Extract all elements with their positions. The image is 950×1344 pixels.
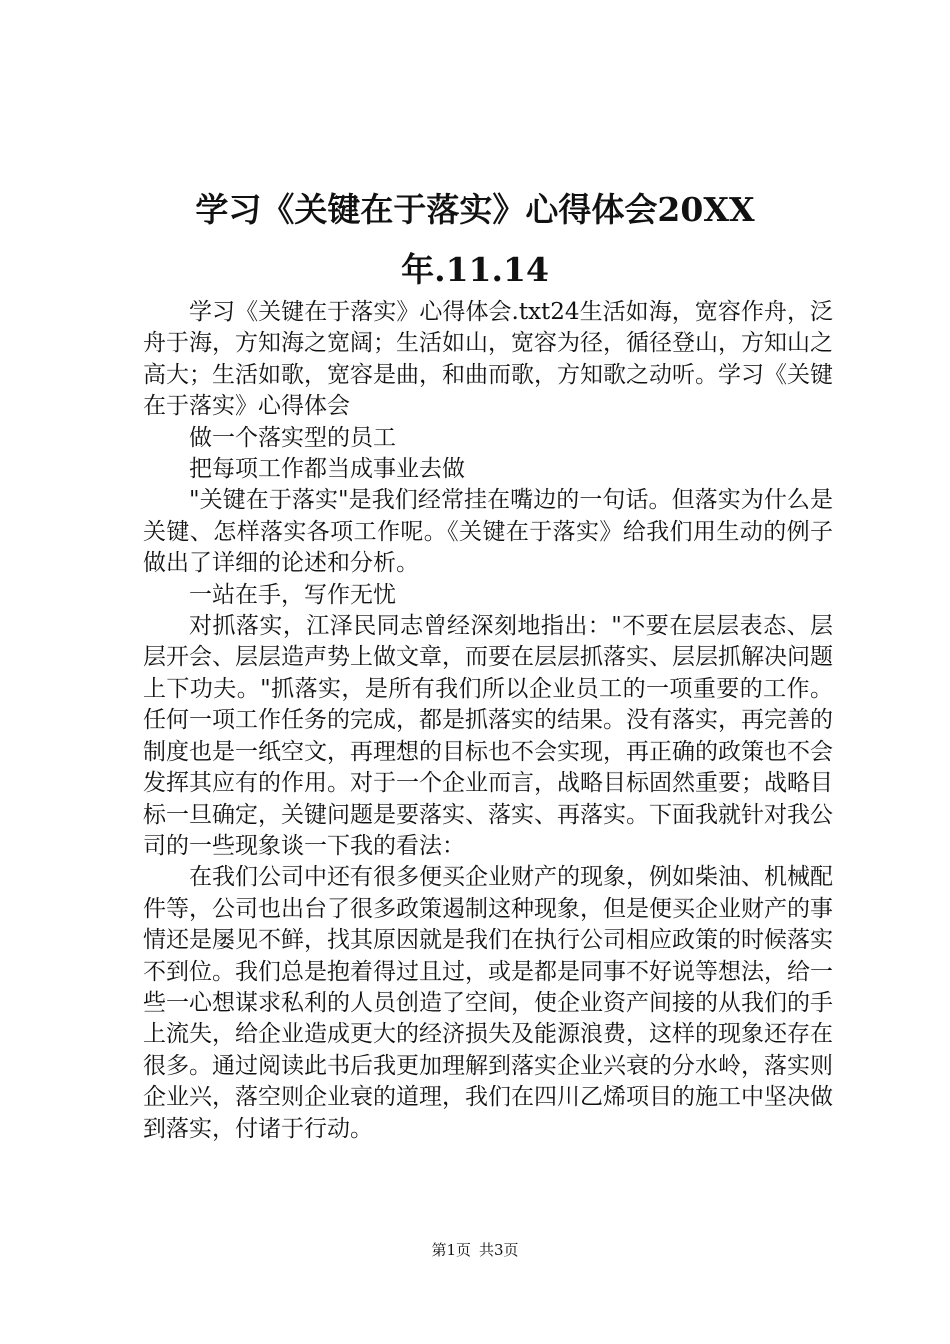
document-title-line2: 年.11.14: [401, 250, 549, 289]
document-body: [143, 297, 833, 1145]
paragraph-slogan: 一站在手，写作无忧: [189, 581, 396, 608]
paragraph-heading-employee: 做一个落实型的员工: [189, 424, 396, 451]
paragraph-heading-career: 把每项工作都当成事业去做: [189, 456, 465, 483]
paragraph-key-quote: "关键在于落实"是我们经常挂在嘴边的一句话。但落实为什么是关键、怎样落实各项工作呢。《关键在于落实》给我们用生动的例子做出了详细的论述和分析。: [143, 487, 833, 577]
paragraph-company-issue: 在我们公司中还有很多便买企业财产的现象，例如柴油、机械配件等，公司也出台了很多政策遏制这种现象，但是便买企业财产的事情还是屡见不鲜，找其原因就是我们在执行公司相应政策的时候落实不到位。我们总是抱着得过且过，或是都是同事不好说等想法，给一些一心想谋求私利的人员创造了空间，使企业资产间接的从我们的手上流失，给企业造成更大的经济损失及能源浪费，这样的现象还存在很多。通过阅读此书后我更加理解到落实企业兴衰的分水岭，落实则企业兴，落空则企业衰的道理，我们在四川乙烯项目的施工中坚决做到落实，付诸于行动。: [143, 864, 833, 1142]
page-number: 第1页: [431, 1241, 471, 1259]
paragraph-implementation: 对抓落实，江泽民同志曾经深刻地指出："不要在层层表态、层层开会、层层造声势上做文章，而要在层层抓落实、层层抓解决问题上下功夫。"抓落实，是所有我们所以企业员工的一项重要的工作。任何一项工作任务的完成，都是抓落实的结果。没有落实，再完善的制度也是一纸空文，再理想的目标也不会实现，再正确的政策也不会发挥其应有的作用。对于一个企业而言，战略目标固然重要；战略目标一旦确定，关键问题是要落实、落实、再落实。下面我就针对我公司的一些现象谈一下我的看法：: [143, 613, 833, 859]
page-total: 共3页: [479, 1241, 519, 1259]
document-title-line1: 学习《关键在于落实》心得体会20XX: [195, 190, 755, 229]
page-footer: [0, 1240, 950, 1260]
paragraph-intro: 学习《关键在于落实》心得体会.txt24生活如海，宽容作舟，泛舟于海，方知海之宽阔；生活如山，宽容为径，循径登山，方知山之高大；生活如歌，宽容是曲，和曲而歌，方知歌之动听。学习《关键在于落实》心得体会: [143, 299, 833, 420]
